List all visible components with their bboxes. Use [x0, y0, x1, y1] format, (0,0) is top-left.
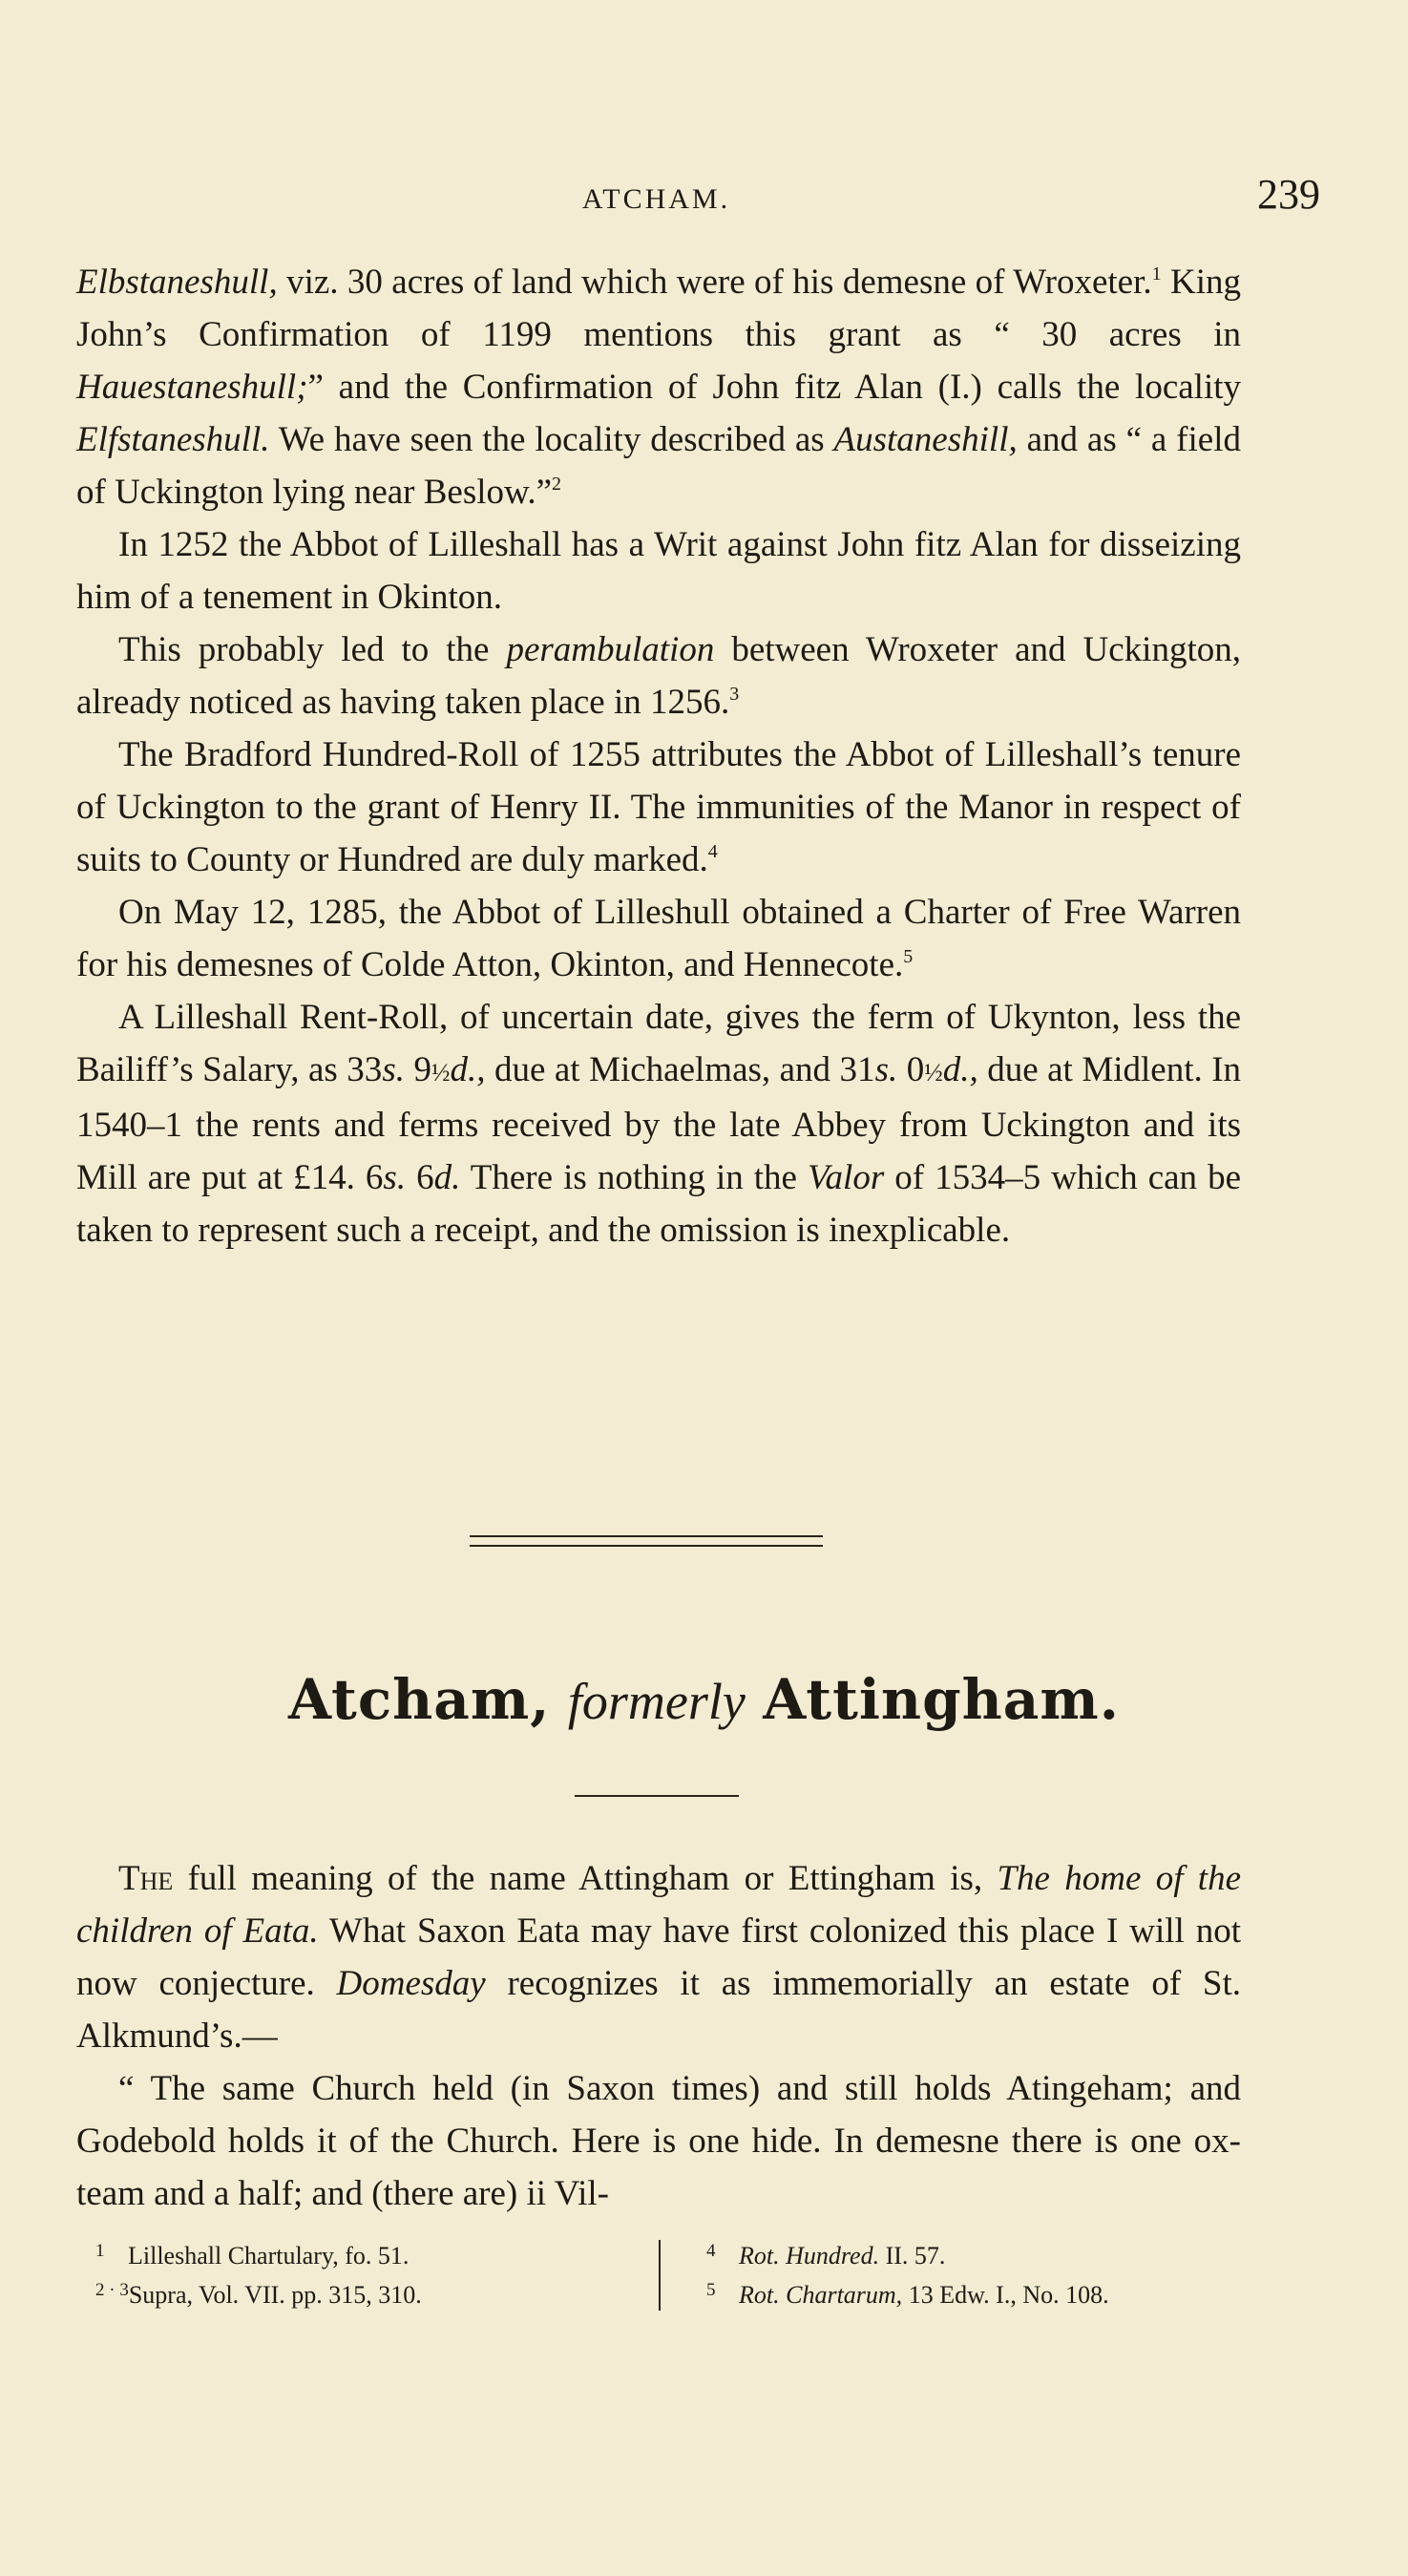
section-heading — [0, 1661, 1408, 1740]
text-run: There is nothing in the — [460, 1158, 809, 1197]
text-run: and as “ a field of Uckington lying near Beslow.” — [76, 420, 1241, 512]
emphasis: Domesday — [336, 1964, 486, 2003]
money-unit: s. — [383, 1158, 407, 1197]
footnote-text: II. 57. — [879, 2242, 946, 2270]
footnote-number: 2 · 3 — [95, 2280, 129, 2300]
footnote — [95, 2234, 659, 2273]
text-run: due at Michaelmas, and 31 — [485, 1050, 875, 1089]
footnotes-left-column — [95, 2234, 659, 2312]
footnote-ref: 2 — [552, 474, 562, 495]
text-run: 0 — [897, 1050, 925, 1089]
emphasis: Valor — [808, 1158, 885, 1197]
footnote-text: 13 Edw. I., No. 108. — [902, 2281, 1109, 2309]
heading-connector: formerly — [567, 1673, 746, 1730]
text-run: A Lilleshall Rent-Roll, of uncertain date, gives the ferm of Ukynton, less the Bailiff’s Salary, as 33 — [76, 998, 1241, 1089]
text-run: recognizes it as immemorially an estate of St. Alkmund’s.— — [76, 1964, 1241, 2056]
footnote — [706, 2234, 1298, 2273]
footnote-source: Rot. Hundred. — [739, 2242, 880, 2270]
running-title: ATCHAM. — [581, 183, 731, 215]
footnote-number: 1 — [95, 2241, 105, 2261]
place-name: Hauestaneshull; — [76, 368, 308, 407]
footnote-ref: 1 — [1151, 264, 1162, 285]
place-name: Elbstaneshull, — [76, 263, 278, 302]
footnote — [706, 2273, 1298, 2312]
small-caps-opening: The — [118, 1859, 174, 1898]
paragraph-6 — [76, 991, 1241, 1256]
text-run: of 1534–5 which can be taken to represent such a receipt, and the omission is inexplicable. — [76, 1158, 1242, 1250]
continuation-text — [76, 256, 1241, 1256]
heading-underline-rule — [575, 1795, 739, 1797]
place-name: Elfstaneshull. — [76, 420, 270, 459]
footnote-column-divider — [659, 2240, 661, 2311]
text-run: ” and the Confirmation of John fitz Alan (I.) calls the locality — [307, 368, 1241, 407]
text-run: We have seen the locality described as — [269, 420, 834, 459]
footnote-number: 5 — [706, 2280, 716, 2300]
footnote-ref: 3 — [729, 684, 740, 705]
page-number: 239 — [1257, 171, 1320, 218]
fraction: ½ — [924, 1059, 943, 1087]
paragraph-2: In 1252 the Abbot of Lilleshall has a Writ against John fitz Alan for disseizing him of a tenement in Okinton. — [76, 525, 1241, 617]
heading-name: Atcham, — [288, 1667, 551, 1732]
place-name: Austaneshill, — [833, 420, 1018, 459]
running-head — [76, 170, 1320, 227]
money-unit: d., — [942, 1050, 978, 1089]
paragraph-1 — [76, 256, 1241, 518]
money-unit: d., — [450, 1050, 486, 1089]
heading-old-name: Attingham. — [763, 1667, 1120, 1732]
text-run: This probably led to the — [118, 630, 507, 669]
emphasis: perambulation — [506, 630, 715, 669]
text-run: 6 — [406, 1158, 434, 1197]
footnote-text: Lilleshall Chartulary, fo. 51. — [128, 2242, 410, 2270]
footnote-number: 4 — [706, 2241, 716, 2261]
paragraph-5 — [76, 886, 1241, 991]
paragraph-3 — [76, 623, 1241, 728]
footnote-text: Supra, Vol. VII. pp. 315, 310. — [128, 2281, 422, 2309]
emphasis: The home of the children of Eata. — [76, 1859, 1241, 1951]
text-run: viz. 30 acres of land which were of his demesne of Wroxeter. — [277, 263, 1152, 302]
fraction: ½ — [431, 1059, 451, 1087]
text-run: King John’s Confirmation of 1199 mentions this grant as “ 30 acres in — [76, 263, 1241, 354]
text-run: The Bradford Hundred-Roll of 1255 attributes the Abbot of Lilleshall’s tenure of Uckington to the grant of Henry II. The immunities of the Manor in respect of suits to County or Hundred are duly marked. — [76, 735, 1241, 879]
money-unit: s. — [874, 1050, 898, 1089]
footnote-ref: 4 — [707, 841, 718, 862]
text-run: full meaning of the name Attingham or Ettingham is, — [173, 1859, 998, 1898]
text-run: 9 — [404, 1050, 431, 1089]
text-run: due at Midlent. In 1540–1 the rents and ferms received by the late Abbey from Uckington and its Mill are put at £14. 6 — [76, 1050, 1242, 1197]
footnote-ref: 5 — [903, 946, 914, 967]
section-divider-double-rule — [470, 1535, 823, 1547]
section-text — [76, 1852, 1241, 2220]
paragraph-4 — [76, 728, 1241, 886]
money-unit: d. — [433, 1158, 461, 1197]
footnote-source: Rot. Chartarum, — [739, 2281, 903, 2309]
section-paragraph-1 — [76, 1852, 1241, 2062]
money-unit: s. — [382, 1050, 405, 1089]
text-run: between Wroxeter and Uckington, already noticed as having taken place in 1256. — [76, 630, 1241, 722]
text-run: On May 12, 1285, the Abbot of Lilleshull obtained a Charter of Free Warren for his demesnes of Colde Atton, Okinton, and Hennecote. — [76, 893, 1241, 984]
footnote — [95, 2273, 659, 2312]
footnotes-right-column — [706, 2234, 1298, 2312]
text-run: What Saxon Eata may have first colonized this place I will not now conjecture. — [76, 1911, 1242, 2003]
section-paragraph-2: “ The same Church held (in Saxon times) and still holds Atingeham; and Godebold holds it of the Church. Here is one hide. In demesne there is one ox-team and a half; and (there are) ii Vil- — [76, 2069, 1241, 2213]
